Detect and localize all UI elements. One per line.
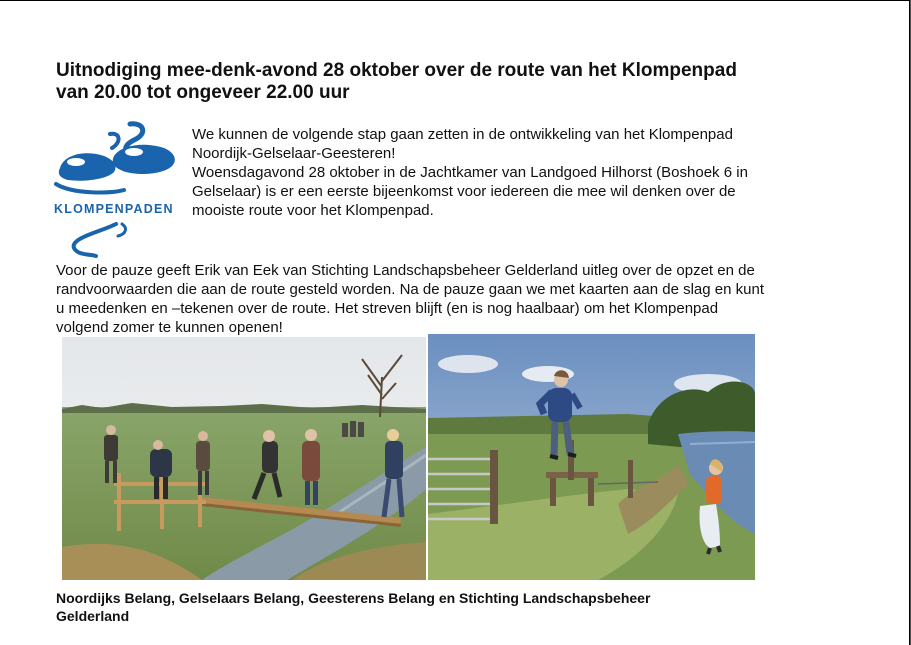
photo-stile-climb — [428, 334, 755, 580]
photo-ditch-crossing — [62, 337, 426, 580]
intro-paragraph — [192, 125, 832, 220]
body-line-4: volgend zomer te kunnen openen! — [56, 319, 283, 336]
photo-ditch-crossing-image — [62, 337, 426, 580]
photo-stile-climb-image — [428, 334, 755, 580]
top-border — [0, 0, 911, 1]
body-line-1: Voor de pauze geeft Erik van Eek van Stichting Landschapsbeheer Gelderland uitleg over de opzet en de — [56, 262, 755, 279]
body-line-3: u meedenken en –tekenen over de route. Het streven blijft (en is nog haalbaar) om het Klompenpad — [56, 300, 719, 317]
photo-caption — [56, 589, 816, 625]
intro-line-2: Noordijk-Gelselaar-Geesteren! — [192, 145, 396, 162]
intro-line-4: Gelselaar) is er een eerste bijeenkomst voor iedereen die mee wil denken over de — [192, 183, 736, 200]
klompenpaden-logo — [52, 120, 184, 260]
intro-line-5: mooiste route voor het Klompenpad. — [192, 202, 434, 219]
logo-text: KLOMPENPADEN — [54, 202, 174, 216]
intro-line-1: We kunnen de volgende stap gaan zetten in de ontwikkeling van het Klompenpad — [192, 126, 733, 143]
body-line-2: randvoorwaarden die aan de route gesteld worden. Na de pauze gaan we met kaarten aan de slag en kunt — [56, 281, 764, 298]
intro-line-3: Woensdagavond 28 oktober in de Jachtkamer van Landgoed Hilhorst (Boshoek 6 in — [192, 164, 748, 181]
title-line-1: Uitnodiging mee-denk-avond 28 oktober over de route van het Klompenpad — [56, 60, 737, 81]
body-paragraph — [56, 261, 866, 337]
caption-line-2: Gelderland — [56, 608, 130, 624]
klompen-clogs-icon — [52, 120, 184, 260]
page-title — [56, 60, 856, 104]
title-line-2: van 20.00 tot ongeveer 22.00 uur — [56, 82, 350, 103]
caption-line-1: Noordijks Belang, Gelselaars Belang, Geesterens Belang en Stichting Landschapsbeheer — [56, 590, 651, 606]
